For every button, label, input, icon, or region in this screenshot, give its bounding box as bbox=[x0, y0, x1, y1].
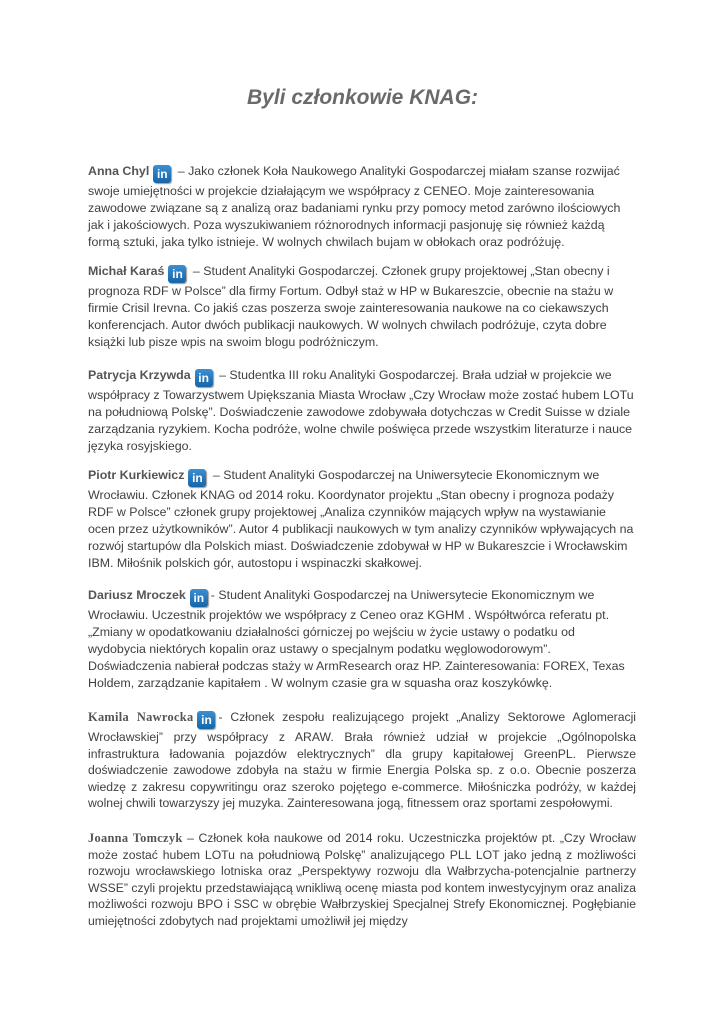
member-name: Joanna Tomczyk bbox=[88, 831, 183, 845]
member-bio: Student Analityki Gospodarczej. Członek grupy projektowej „Stan obecny i prognoza RDF w Polsce” dla firmy Fortum. Odbył staż w HP w Bukareszcie, obecnie na stażu w firmie Crisil Irevna. Co jakiś czas poszerza swoje zainteresowania naukowe na co ciekawszych konferencjach. Autor dwóch publikacji naukowych. W wolnych chwilach podróżuje, czyta dobre książki lub pisze wpis na swoim blogu podróżniczym. bbox=[88, 264, 614, 349]
member-name: Kamila Nawrocka bbox=[88, 710, 194, 724]
separator: - bbox=[218, 710, 231, 724]
linkedin-icon[interactable]: in bbox=[197, 711, 215, 729]
member-name: Piotr Kurkiewicz bbox=[88, 468, 185, 482]
linkedin-icon[interactable]: in bbox=[190, 589, 208, 607]
linkedin-icon[interactable]: in bbox=[153, 165, 171, 183]
linkedin-icon[interactable]: in bbox=[168, 265, 186, 283]
member-entry bbox=[88, 263, 636, 351]
separator: – bbox=[189, 264, 204, 278]
member-entry bbox=[88, 587, 636, 692]
member-bio: Student Analityki Gospodarczej na Uniwersytecie Ekonomicznym we Wrocławiu. Uczestnik projektów we współpracy z Ceneo oraz KGHM . Współtwórca referatu pt. „Zmiany w opodatkowaniu działalności górniczej po wejściu w życie ustawy o podatku od wydobycia niektórych kopalin oraz ustawy o specjalnym podatku węglowodorowym”. Doświadczenia nabierał podczas staży w ArmResearch oraz HP. Zainteresowania: FOREX, Texas Holdem, zarządzanie kapitałem . W wolnym czasie gra w squasha oraz koszykówkę. bbox=[88, 588, 625, 690]
separator: – bbox=[182, 831, 199, 845]
member-entry bbox=[88, 163, 636, 251]
member-entry bbox=[88, 830, 636, 929]
member-entry bbox=[88, 709, 636, 812]
member-bio: Członek koła naukowe od 2014 roku. Uczestniczka projektów pt. „Czy Wrocław może zostać hubem LOTu na południową Polskę” analizującego PLL LOT jako jedną z możliwości rozwoju wrocławskiego lotniska oraz „Perspektywy rozwoju dla Wałbrzycha-potencjalnie partnerzy WSSE” czyli projektu przedstawiającą wnikliwą ocenę miasta pod kontem inwestycyjnym oraz analiza możliwości rozwoju BPO i SSC w obrębie Wałbrzyskiej Specjalnej Strefy Ekonomicznej. Pogłębianie umiejętności zdobytych nad projektami umożliwił jej między bbox=[88, 831, 636, 928]
separator: – bbox=[215, 368, 230, 382]
member-name: Anna Chyl bbox=[88, 164, 150, 178]
separator: – bbox=[174, 164, 189, 178]
page-title: Byli członkowie KNAG: bbox=[246, 86, 479, 109]
linkedin-icon[interactable]: in bbox=[195, 369, 213, 387]
separator: – bbox=[209, 468, 224, 482]
member-entry bbox=[88, 467, 636, 572]
member-name: Michał Karaś bbox=[88, 264, 165, 278]
member-name: Patrycja Krzywda bbox=[88, 368, 191, 382]
member-entry bbox=[88, 367, 636, 455]
member-name: Dariusz Mroczek bbox=[88, 588, 186, 602]
member-bio: Studentka III roku Analityki Gospodarczej. Brała udział w projekcie we współpracy z Towarzystwem Upiększania Miasta Wrocław „Czy Wrocław może zostać hubem LOTu na południową Polskę”. Doświadczenie zawodowe zdobywała dotychczas w Credit Suisse w dziale zarządzania ryzykiem. Kocha podróże, wolne chwile poświęca przede wszystkim literaturze i nauce języka rosyjskiego. bbox=[88, 368, 634, 453]
separator: - bbox=[210, 588, 219, 602]
member-bio: Student Analityki Gospodarczej na Uniwersytecie Ekonomicznym we Wrocławiu. Członek KNAG od 2014 roku. Koordynator projektu „Stan obecny i prognoza podaży RDF w Polsce” członek grupy projektowej „Analiza czynników mających wpływ na wystawianie ocen przez użytkowników”. Autor 4 publikacji naukowych w tym analizy czynników wpływających na rozwój startupów dla Polskich miast. Doświadczenie zdobywał w HP w Bukareszcie i Wrocławskim IBM. Miłośnik polskich gór, autostopu i wspinaczki skałkowej. bbox=[88, 468, 634, 570]
member-bio: Członek zespołu realizującego projekt „Analizy Sektorowe Aglomeracji Wrocławskiej” przy współpracy z ARAW. Brała również udział w projekcie „Ogólnopolska infrastruktura ładowania pojazdów elektrycznych” dla grupy kapitałowej GreenPL. Pierwsze doświadczenie zawodowe zdobyła na stażu w firmie Energia Polska sp. z o.o. Obecnie poszerza wiedzę z zakresu copywritingu oraz szeroko pojętego e-commerce. Miłośniczka podróży, w każdej wolnej chwili towarzyszy jej muzyka. Zainteresowana jogą, fitnessem oraz sportami zespołowymi. bbox=[88, 710, 636, 810]
member-bio: Jako członek Koła Naukowego Analityki Gospodarczej miałam szanse rozwijać swoje umiejętności w projekcie działającym we współpracy z CENEO. Moje zainteresowania zawodowe związane są z analizą oraz badaniami rynku przy pomocy metod zarówno ilościowych jak i jakościowych. Poza wyszukiwaniem różnorodnych informacji pasjonuję się również każdą formą sztuki, jaka tylko istnieje. W wolnych chwilach bujam w obłokach oraz podróżuję. bbox=[88, 164, 621, 249]
linkedin-icon[interactable]: in bbox=[188, 469, 206, 487]
